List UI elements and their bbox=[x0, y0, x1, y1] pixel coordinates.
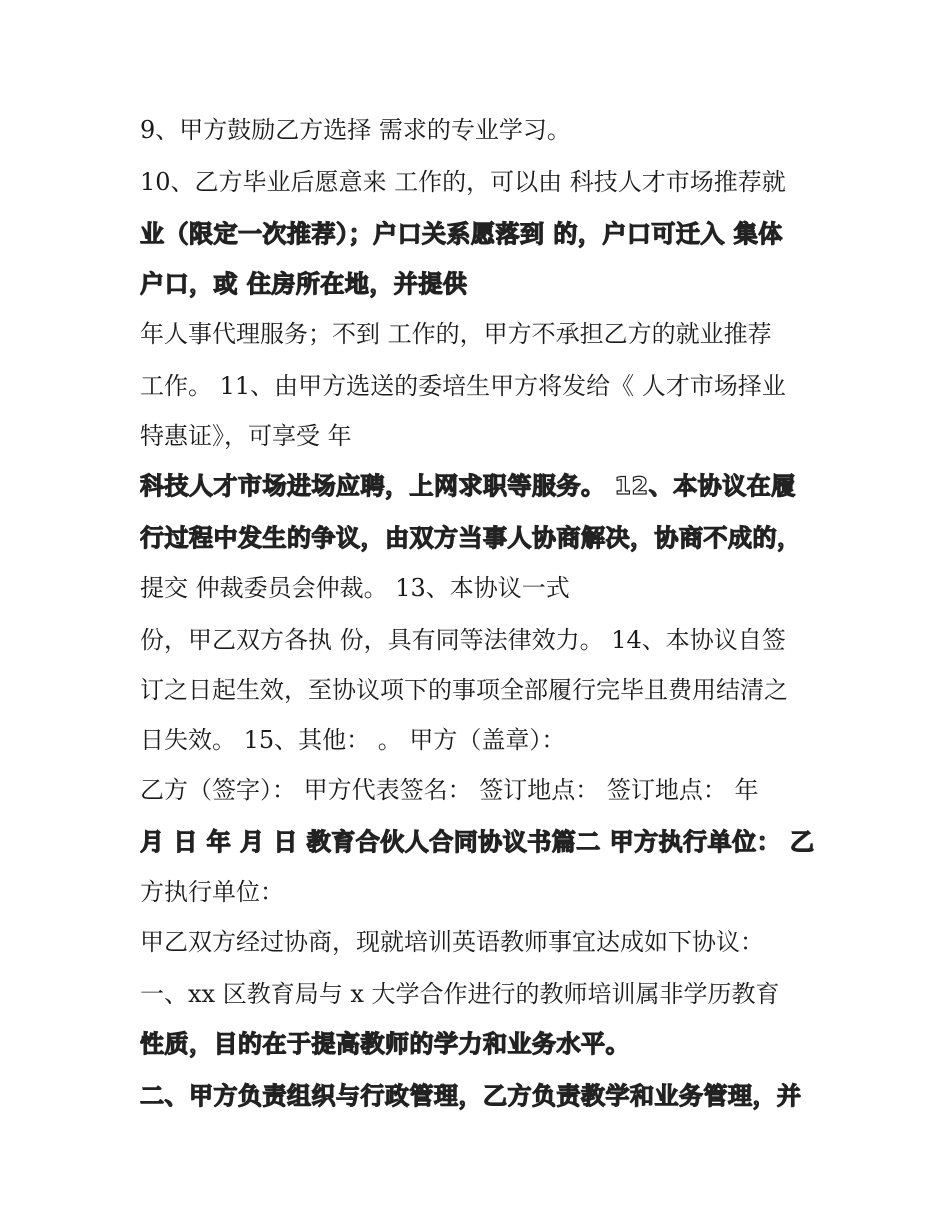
text-line: 月 日 年 月 日 教育合伙人合同协议书篇二 甲方执行单位： 乙 bbox=[140, 828, 815, 856]
text-line: 份，甲乙双方各执 份，具有同等法律效力。 14、本协议自签 bbox=[140, 626, 786, 654]
text-line: 甲乙双方经过协商，现就培训英语教师事宜达成如下协议： bbox=[140, 928, 764, 956]
text-line: 9、甲方鼓励乙方选择 需求的专业学习。 bbox=[140, 116, 571, 144]
text-line: 年人事代理服务；不到 工作的，甲方不承担乙方的就业推荐 bbox=[140, 320, 772, 348]
text-line: 业（限定一次推荐）；户口关系愿落到 的，户口可迁入 集体 bbox=[140, 220, 783, 248]
text-line: 户口，或 住房所在地，并提供 bbox=[140, 270, 468, 298]
text-line: 工作。 11、由甲方选送的委培生甲方将发给《 人才市场择业 bbox=[140, 372, 786, 400]
text-line: 一、xx 区教育局与 x 大学合作进行的教师培训属非学历教育 bbox=[140, 980, 780, 1008]
text-line: 10、乙方毕业后愿意来 工作的，可以由 科技人才市场推荐就 bbox=[140, 168, 786, 196]
text-line: 行过程中发生的争议，由双方当事人协商解决，协商不成的， bbox=[140, 524, 802, 552]
text-line: 日失效。 15、其他： 。 甲方（盖章）： bbox=[140, 726, 566, 754]
text-line: 科技人才市场进场应聘，上网求职等服务。 12、本协议在履 bbox=[140, 472, 796, 500]
text-line: 提交 仲裁委员会仲裁。 13、本协议一式 bbox=[140, 574, 570, 602]
text-line: 订之日起生效，至协议项下的事项全部履行完毕且费用结清之 bbox=[140, 676, 788, 704]
text-line: 性质，目的在于提高教师的学力和业务水平。 bbox=[140, 1030, 630, 1058]
text-line: 特惠证》，可享受 年 bbox=[140, 422, 352, 450]
text-line: 二、甲方负责组织与行政管理，乙方负责教学和业务管理，并 bbox=[140, 1082, 802, 1110]
text-line: 乙方（签字）： 甲方代表签名： 签订地点： 签订地点： 年 bbox=[140, 776, 759, 804]
text-line: 方执行单位： bbox=[140, 878, 284, 906]
